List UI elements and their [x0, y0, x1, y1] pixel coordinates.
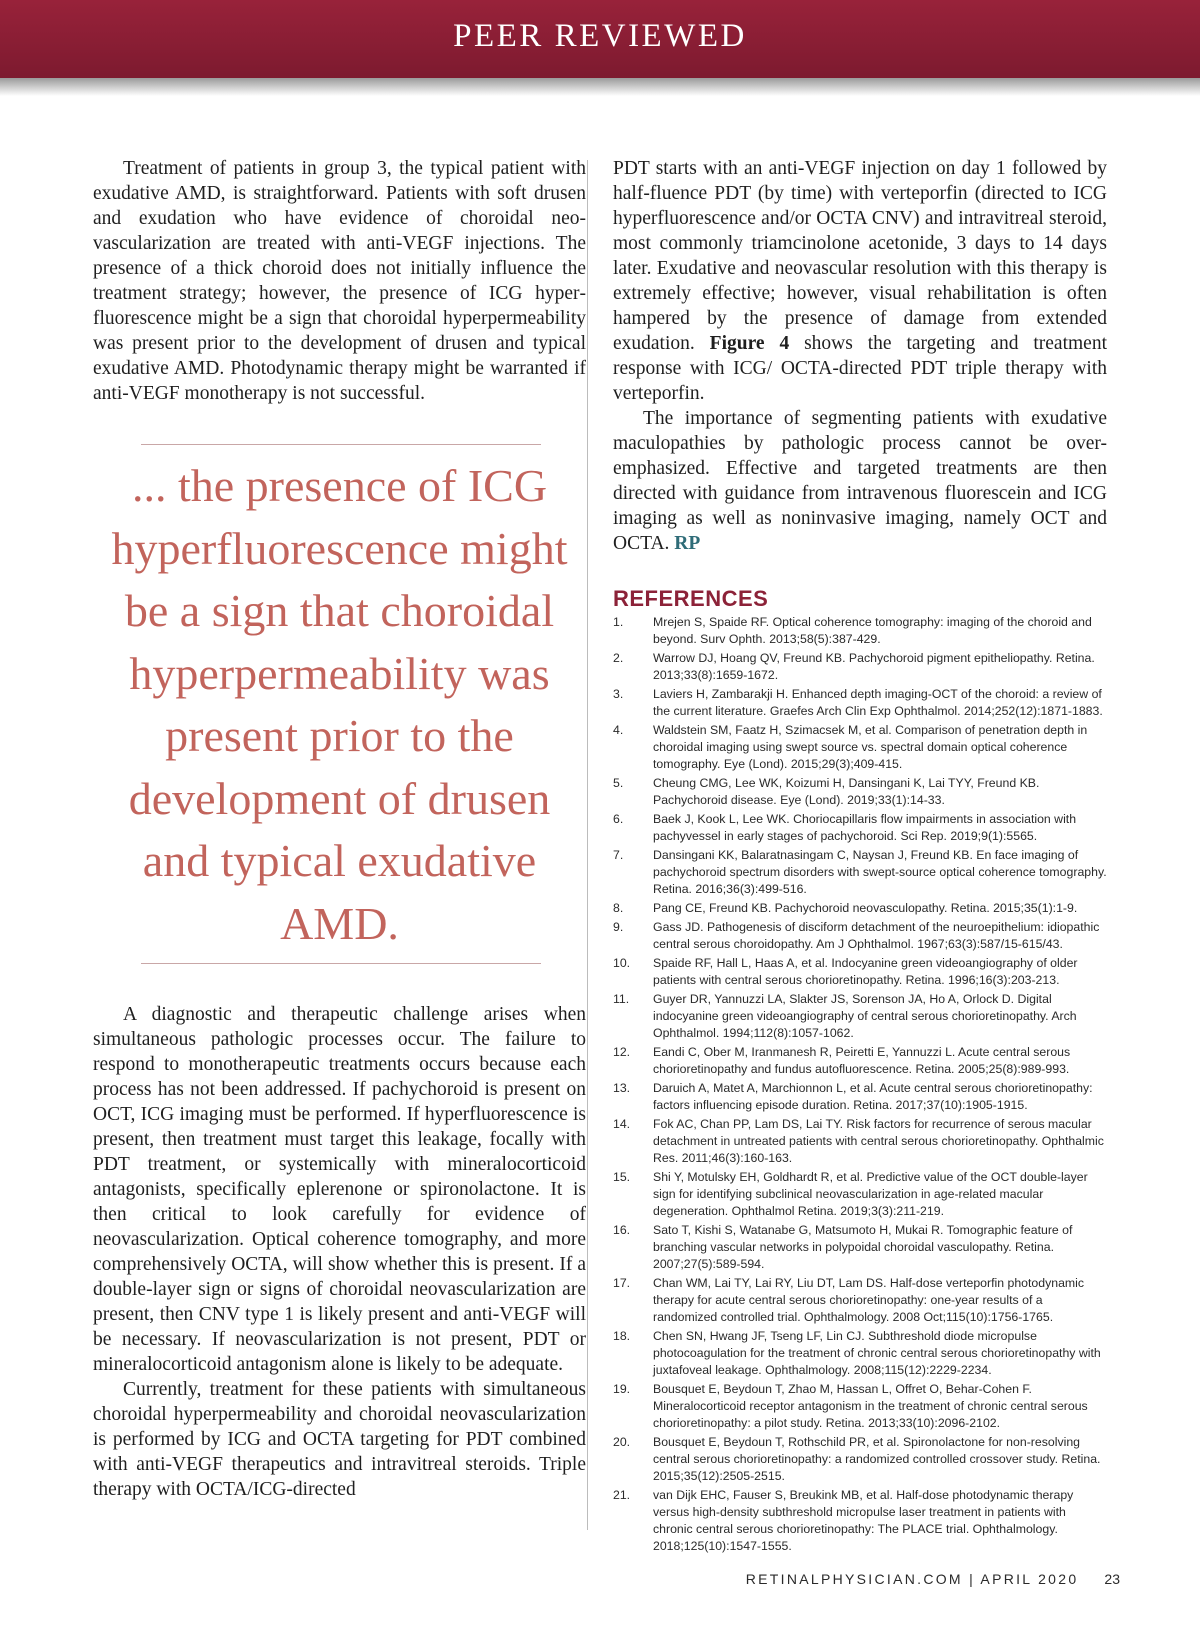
- reference-item: [613, 614, 1107, 648]
- reference-item: [613, 686, 1107, 720]
- paragraph-importance: The importance of segmenting patients with exudative maculopathies by pathologic process cannot be over-emphasized. Effective and targeted treatments are then directed with guidance from intravenous fluorescein and ICG imaging as well as noninvasive imaging, namely OCT and OCTA. RP: [613, 408, 1107, 554]
- reference-text: Laviers H, Zambarakji H. Enhanced depth imaging-OCT of the choroid: a review of the current literature. Graefes Arch Clin Exp Ophthalmol. 2014;252(12):1871-1883.: [653, 687, 1103, 718]
- reference-item: [613, 1434, 1107, 1485]
- reference-number: 9.: [613, 920, 624, 934]
- footer-site: RETINALPHYSICIAN.COM | APRIL 2020: [745, 1571, 1079, 1587]
- reference-item: [613, 1381, 1107, 1432]
- reference-number: 15.: [613, 1170, 631, 1184]
- references-list: [613, 614, 1107, 1555]
- reference-text: Mrejen S, Spaide RF. Optical coherence tomography: imaging of the choroid and beyond. Surv Ophth. 2013;58(5):387-429.: [653, 615, 1092, 646]
- reference-text: Chen SN, Hwang JF, Tseng LF, Lin CJ. Subthreshold diode micropulse photocoagulation for the treatment of chronic central serous chorioretinopathy with juxtafoveal leakage. Ophthalmology. 2008;115(12):2229-2234.: [653, 1329, 1101, 1377]
- reference-item: [613, 919, 1107, 953]
- reference-text: Fok AC, Chan PP, Lam DS, Lai TY. Risk factors for recurrence of serous macular detachment in untreated patients with central serous chorioretinopathy. Ophthalmic Res. 2011;46(3):160-163.: [653, 1117, 1104, 1165]
- reference-item: [613, 1487, 1107, 1555]
- reference-text: Baek J, Kook L, Lee WK. Choriocapillaris flow impairments in association with pachyvessel in early stages of pachychoroid. Sci Rep. 2019;9(1):5565.: [653, 812, 1077, 843]
- reference-text: Eandi C, Ober M, Iranmanesh R, Peiretti E, Yannuzzi L. Acute central serous chorioretinopathy and fundus autofluorescence. Retina. 2005;25(8):989-993.: [653, 1045, 1071, 1076]
- reference-number: 13.: [613, 1081, 631, 1095]
- reference-item: [613, 811, 1107, 845]
- reference-number: 5.: [613, 776, 624, 790]
- reference-number: 17.: [613, 1276, 631, 1290]
- reference-number: 14.: [613, 1117, 631, 1131]
- reference-number: 18.: [613, 1329, 631, 1343]
- reference-item: [613, 900, 1107, 917]
- reference-item: [613, 650, 1107, 684]
- paragraph-pdt: PDT starts with an anti-VEGF injection on day 1 followed by half-fluence PDT (by time) with verteporfin (directed to ICG hyperfluorescence and/or OCTA CNV) and intravitreal steroid, most commonly triamcinolone acetonide, 3 days to 14 days later. Exudative and neovascular resolution with this therapy is extremely effective; however, visual rehabilitation is often hampered by the presence of damage from extended exudation. Figure 4 shows the targeting and treatment response with ICG/ OCTA-directed PDT triple therapy with verteporfin.: [613, 158, 1107, 404]
- page-number: 23: [1104, 1571, 1120, 1587]
- reference-item: [613, 1328, 1107, 1379]
- reference-number: 4.: [613, 723, 624, 737]
- reference-number: 21.: [613, 1488, 631, 1502]
- header-shadow: [0, 78, 1200, 96]
- reference-text: Sato T, Kishi S, Watanabe G, Matsumoto H, Mukai R. Tomographic feature of branching vascular networks in polypoidal choroidal vasculopathy. Retina. 2007;27(5):589-594.: [653, 1223, 1073, 1271]
- reference-text: Daruich A, Matet A, Marchionnon L, et al. Acute central serous chorioretinopathy: factors influencing episode duration. Retina. 2017;37(10):1905-1915.: [653, 1081, 1093, 1112]
- reference-item: [613, 1044, 1107, 1078]
- reference-text: Dansingani KK, Balaratnasingam C, Naysan J, Freund KB. En face imaging of pachychoroid spectrum disorders with swept-source optical coherence tomography. Retina. 2016;36(3):499-516.: [653, 848, 1107, 896]
- reference-item: [613, 955, 1107, 989]
- reference-item: [613, 1169, 1107, 1220]
- figure-reference: Figure 4: [709, 333, 790, 354]
- right-column: [613, 156, 1107, 1557]
- section-title: PEER REVIEWED: [453, 18, 747, 54]
- reference-text: Guyer DR, Yannuzzi LA, Slakter JS, Sorenson JA, Ho A, Orlock D. Digital indocyanine green videoangiography of central serous chorioretinopathy. Arch Ophthalmol. 1994;112(8):1057-1062.: [653, 992, 1077, 1040]
- reference-number: 10.: [613, 956, 631, 970]
- reference-text: Pang CE, Freund KB. Pachychoroid neovasculopathy. Retina. 2015;35(1):1-9.: [653, 901, 1078, 915]
- reference-number: 2.: [613, 651, 624, 665]
- reference-item: [613, 775, 1107, 809]
- reference-text: Cheung CMG, Lee WK, Koizumi H, Dansingani K, Lai TYY, Freund KB. Pachychoroid disease. Eye (Lond). 2019;33(1):14-33.: [653, 776, 1040, 807]
- reference-number: 20.: [613, 1435, 631, 1449]
- reference-item: [613, 1116, 1107, 1167]
- reference-number: 16.: [613, 1223, 631, 1237]
- left-column: [93, 156, 586, 1502]
- references-heading: REFERENCES: [613, 586, 769, 611]
- reference-item: [613, 1275, 1107, 1326]
- reference-item: [613, 1080, 1107, 1114]
- reference-text: Gass JD. Pathogenesis of disciform detachment of the neuroepithelium: idiopathic central serous choroidopathy. Am J Ophthalmol. 1967;63(3):587/15-615/43.: [653, 920, 1100, 951]
- reference-item: [613, 847, 1107, 898]
- reference-text: Waldstein SM, Faatz H, Szimacsek M, et al. Comparison of penetration depth in choroidal imaging using swept source vs. spectral domain optical coherence tomography. Eye (Lond). 2015;29(3);409-415.: [653, 723, 1088, 771]
- paragraph-current-treatment: Currently, treatment for these patients with simultaneous choroidal hyperpermeability and choroidal neovascularization is performed by ICG and OCTA targeting for PDT combined with anti-VEGF therapeutics and intravitreal steroids. Triple therapy with OCTA/ICG-directed: [93, 1379, 586, 1500]
- reference-number: 6.: [613, 812, 624, 826]
- reference-number: 11.: [613, 992, 630, 1006]
- page-footer: [600, 1571, 1120, 1587]
- reference-number: 19.: [613, 1382, 631, 1396]
- reference-text: Chan WM, Lai TY, Lai RY, Liu DT, Lam DS. Half-dose verteporfin photodynamic therapy for acute central serous chorioretinopathy: one-year results of a randomized controlled trial. Ophthalmology. 2008 Oct;115(10):1756-1765.: [653, 1276, 1085, 1324]
- reference-text: Bousquet E, Beydoun T, Zhao M, Hassan L, Offret O, Behar-Cohen F. Mineralocorticoid receptor antagonism in the treatment of chronic central serous chorioretinopathy: a pilot study. Retina. 2013;33(10):2096-2102.: [653, 1382, 1088, 1430]
- end-mark: RP: [674, 533, 701, 554]
- column-divider: [587, 160, 588, 1530]
- reference-number: 8.: [613, 901, 624, 915]
- reference-item: [613, 1222, 1107, 1273]
- reference-number: 1.: [613, 615, 624, 629]
- reference-number: 12.: [613, 1045, 631, 1059]
- reference-text: Spaide RF, Hall L, Haas A, et al. Indocyanine green videoangiography of older patients with central serous chorioretinopathy. Retina. 1996;16(3):203-213.: [653, 956, 1078, 987]
- reference-text: Shi Y, Motulsky EH, Goldhardt R, et al. Predictive value of the OCT double-layer sign for identifying subclinical neovascularization in age-related macular degeneration. Ophthalmol Retina. 2019;3(3):211-219.: [653, 1170, 1088, 1218]
- reference-number: 3.: [613, 687, 624, 701]
- pull-quote: ... the presence of ICG hyperfluorescence might be a sign that choroidal hyperpermeability was present prior to the development of drusen and typical exudative AMD.: [111, 460, 568, 949]
- reference-item: [613, 722, 1107, 773]
- paragraph-diagnostic-challenge: A diagnostic and therapeutic challenge arises when simultaneous pathologic processes occur. The failure to respond to monotherapeutic treatments occurs because each process has not been addressed. If pachychoroid is present on OCT, ICG imaging must be performed. If hyperfluorescence is present, then treatment must target this leakage, focally with PDT treatment, or systemically with mineralocorticoid antagonists, specifically eplerenone or spironolactone. It is then critical to look carefully for evidence of neovascularization. Optical coherence tomography, and more comprehensively OCTA, will show whether this is present. If a double-layer sign or signs of choroidal neovascularization are present, then CNV type 1 is likely present and anti-VEGF will be necessary. If neovascularization is not present, PDT or mineralocorticoid antagonism alone is likely to be adequate.: [93, 1004, 586, 1375]
- reference-number: 7.: [613, 848, 624, 862]
- reference-item: [613, 991, 1107, 1042]
- reference-text: Warrow DJ, Hoang QV, Freund KB. Pachychoroid pigment epitheliopathy. Retina. 2013;33(8):1659-1672.: [653, 651, 1095, 682]
- reference-text: van Dijk EHC, Fauser S, Breukink MB, et al. Half-dose photodynamic therapy versus high-density subthreshold micropulse laser treatment in patients with chronic central serous chorioretinopathy: The PLACE trial. Ophthalmology. 2018;125(10):1547-1555.: [653, 1488, 1074, 1553]
- reference-text: Bousquet E, Beydoun T, Rothschild PR, et al. Spironolactone for non-resolving central serous chorioretinopathy: a randomized controlled crossover study. Retina. 2015;35(12):2505-2515.: [653, 1435, 1101, 1483]
- paragraph-group3: Treatment of patients in group 3, the typical patient with exudative AMD, is straightforward. Patients with soft drusen and exudation who have evidence of choroidal neovascularization are treated with anti-VEGF injections. The presence of a thick choroid does not initially influence the treatment strategy; however, the presence of ICG hyperfluorescence might be a sign that choroidal hyperpermeability was present prior to the development of drusen and typical exudative AMD. Photodynamic therapy might be warranted if anti-VEGF monotherapy is not successful.: [93, 158, 586, 404]
- pullquote-rule-top: [141, 444, 541, 445]
